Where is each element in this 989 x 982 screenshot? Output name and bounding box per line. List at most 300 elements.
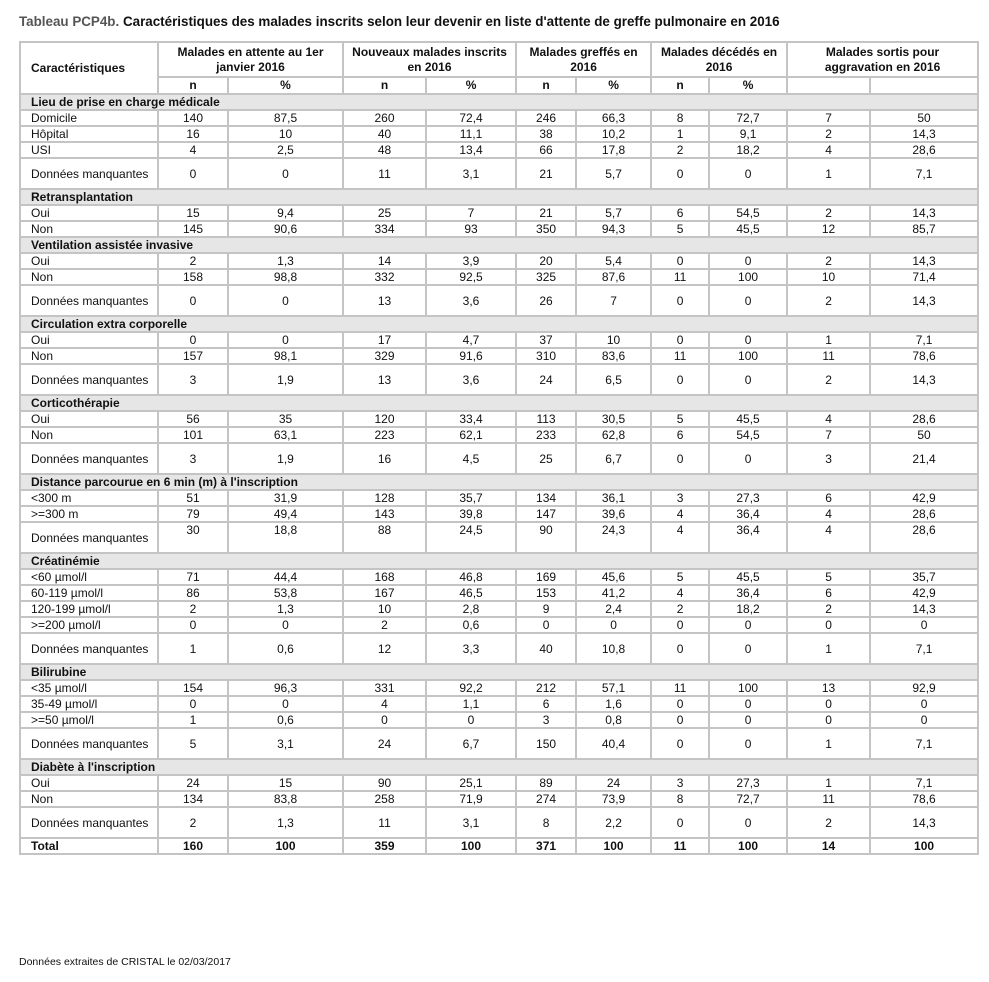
- section-header-row: [20, 316, 978, 332]
- row-label: Données manquantes: [20, 728, 158, 759]
- table-cell: 0: [158, 696, 228, 712]
- table-cell: 72,4: [426, 110, 516, 126]
- section-header-row: [20, 237, 978, 253]
- table-cell: 98,1: [228, 348, 343, 364]
- section-header-row: [20, 474, 978, 490]
- table-cell: 5,4: [576, 253, 651, 269]
- table-cell: 6: [651, 427, 709, 443]
- table-cell: 17: [343, 332, 426, 348]
- table-cell: 2,4: [576, 601, 651, 617]
- row-label: >=50 µmol/l: [20, 712, 158, 728]
- table-cell: 42,9: [870, 585, 978, 601]
- table-cell: 0: [709, 617, 787, 633]
- table-cell: 62,8: [576, 427, 651, 443]
- table-cell: 13,4: [426, 142, 516, 158]
- table-cell: 87,6: [576, 269, 651, 285]
- table-row: [20, 585, 978, 601]
- table-cell: 1: [787, 158, 870, 189]
- table-cell: 27,3: [709, 775, 787, 791]
- table-cell: 45,5: [709, 411, 787, 427]
- row-label: Non: [20, 269, 158, 285]
- table-cell: 2: [158, 253, 228, 269]
- table-cell: 31,9: [228, 490, 343, 506]
- table-row: [20, 569, 978, 585]
- table-row: [20, 791, 978, 807]
- table-cell: 15: [228, 775, 343, 791]
- table-cell: 18,2: [709, 601, 787, 617]
- table-cell: 14: [343, 253, 426, 269]
- table-cell: 0,6: [228, 712, 343, 728]
- table-cell: 0: [709, 285, 787, 316]
- row-label: 120-199 µmol/l: [20, 601, 158, 617]
- table-cell: 4: [343, 696, 426, 712]
- table-cell: 14,3: [870, 126, 978, 142]
- table-cell: 3: [787, 443, 870, 474]
- table-cell: 28,6: [870, 411, 978, 427]
- table-cell: 350: [516, 221, 576, 237]
- total-cell: 14: [787, 838, 870, 854]
- table-cell: 169: [516, 569, 576, 585]
- table-cell: 3: [516, 712, 576, 728]
- table-cell: 27,3: [709, 490, 787, 506]
- table-cell: 72,7: [709, 791, 787, 807]
- section-title: Créatinémie: [20, 553, 978, 569]
- table-cell: 4: [651, 506, 709, 522]
- table-row: [20, 253, 978, 269]
- table-cell: 94,3: [576, 221, 651, 237]
- table-row: [20, 158, 978, 189]
- table-cell: 0: [709, 443, 787, 474]
- table-cell: 100: [709, 348, 787, 364]
- table-cell: 0: [709, 807, 787, 838]
- table-cell: 5: [651, 569, 709, 585]
- table-cell: 167: [343, 585, 426, 601]
- table-cell: 7,1: [870, 332, 978, 348]
- table-cell: 90: [343, 775, 426, 791]
- total-cell: 100: [228, 838, 343, 854]
- table-cell: 329: [343, 348, 426, 364]
- row-label: Données manquantes: [20, 158, 158, 189]
- table-cell: 0: [651, 332, 709, 348]
- table-cell: 35,7: [870, 569, 978, 585]
- header-characteristics: Caractéristiques: [20, 42, 158, 94]
- table-cell: 310: [516, 348, 576, 364]
- table-cell: 36,1: [576, 490, 651, 506]
- table-cell: 12: [787, 221, 870, 237]
- table-cell: 1,1: [426, 696, 516, 712]
- section-title: Distance parcourue en 6 min (m) à l'inscription: [20, 474, 978, 490]
- table-cell: 92,9: [870, 680, 978, 696]
- table-cell: 2: [787, 807, 870, 838]
- table-cell: 25: [516, 443, 576, 474]
- table-cell: 6,7: [426, 728, 516, 759]
- table-cell: 134: [158, 791, 228, 807]
- table-row: [20, 775, 978, 791]
- table-row: [20, 490, 978, 506]
- table-cell: 0: [516, 617, 576, 633]
- table-cell: 3,1: [426, 158, 516, 189]
- table-row: [20, 142, 978, 158]
- section-title: Corticothérapie: [20, 395, 978, 411]
- data-table: [19, 41, 979, 855]
- table-cell: 25: [343, 205, 426, 221]
- row-label: <60 µmol/l: [20, 569, 158, 585]
- table-cell: 4: [787, 142, 870, 158]
- table-cell: 5: [651, 221, 709, 237]
- table-cell: 1: [787, 633, 870, 664]
- table-row: [20, 110, 978, 126]
- table-cell: 66: [516, 142, 576, 158]
- table-cell: 0: [651, 253, 709, 269]
- table-caption: Caractéristiques des malades inscrits selon leur devenir en liste d'attente de greffe pulmonaire en 2016: [122, 14, 780, 29]
- table-cell: 92,5: [426, 269, 516, 285]
- table-cell: 12: [343, 633, 426, 664]
- table-cell: 88: [343, 522, 426, 553]
- table-cell: 90: [516, 522, 576, 553]
- table-cell: 14,3: [870, 601, 978, 617]
- section-header-row: [20, 395, 978, 411]
- table-cell: 150: [516, 728, 576, 759]
- table-cell: 100: [709, 269, 787, 285]
- table-row: [20, 348, 978, 364]
- row-label: <35 µmol/l: [20, 680, 158, 696]
- table-cell: 5: [158, 728, 228, 759]
- table-cell: 54,5: [709, 427, 787, 443]
- table-cell: 36,4: [709, 522, 787, 553]
- table-cell: 1: [158, 633, 228, 664]
- table-cell: 14,3: [870, 285, 978, 316]
- table-cell: 0: [158, 285, 228, 316]
- table-cell: 1: [787, 332, 870, 348]
- table-cell: 0: [787, 712, 870, 728]
- table-cell: 0: [709, 253, 787, 269]
- table-row: [20, 696, 978, 712]
- table-cell: 21: [516, 158, 576, 189]
- table-cell: 0,8: [576, 712, 651, 728]
- table-row: [20, 285, 978, 316]
- table-cell: 233: [516, 427, 576, 443]
- section-header-row: [20, 553, 978, 569]
- subheader-n: n: [343, 77, 426, 94]
- section-header-row: [20, 759, 978, 775]
- row-label: Oui: [20, 775, 158, 791]
- table-row: [20, 712, 978, 728]
- table-cell: 13: [787, 680, 870, 696]
- table-cell: 7,1: [870, 728, 978, 759]
- table-row: [20, 364, 978, 395]
- table-cell: 0,6: [426, 617, 516, 633]
- table-cell: 62,1: [426, 427, 516, 443]
- table-cell: 0: [651, 158, 709, 189]
- table-cell: 21: [516, 205, 576, 221]
- table-cell: 2,5: [228, 142, 343, 158]
- table-cell: 2: [651, 601, 709, 617]
- table-cell: 4,7: [426, 332, 516, 348]
- table-cell: 7: [426, 205, 516, 221]
- table-cell: 0: [787, 696, 870, 712]
- table-row: [20, 617, 978, 633]
- table-cell: 40: [516, 633, 576, 664]
- table-cell: 1: [787, 775, 870, 791]
- table-cell: 73,9: [576, 791, 651, 807]
- row-label: USI: [20, 142, 158, 158]
- table-row: [20, 332, 978, 348]
- table-cell: 53,8: [228, 585, 343, 601]
- table-cell: 147: [516, 506, 576, 522]
- table-cell: 157: [158, 348, 228, 364]
- table-cell: 25,1: [426, 775, 516, 791]
- table-cell: 11: [651, 348, 709, 364]
- table-cell: 44,4: [228, 569, 343, 585]
- table-cell: 0: [343, 712, 426, 728]
- table-cell: 101: [158, 427, 228, 443]
- table-cell: 325: [516, 269, 576, 285]
- table-cell: 38: [516, 126, 576, 142]
- table-cell: 6: [651, 205, 709, 221]
- table-cell: 3: [651, 775, 709, 791]
- table-cell: 6,5: [576, 364, 651, 395]
- total-label: Total: [20, 838, 158, 854]
- table-row: [20, 221, 978, 237]
- table-cell: 0: [158, 332, 228, 348]
- table-cell: 7,1: [870, 775, 978, 791]
- total-cell: 359: [343, 838, 426, 854]
- table-cell: 39,8: [426, 506, 516, 522]
- table-cell: 45,5: [709, 569, 787, 585]
- row-label: Données manquantes: [20, 285, 158, 316]
- table-cell: 13: [343, 364, 426, 395]
- table-cell: 1,9: [228, 364, 343, 395]
- table-cell: 158: [158, 269, 228, 285]
- table-cell: 6,7: [576, 443, 651, 474]
- section-title: Diabète à l'inscription: [20, 759, 978, 775]
- table-cell: 0: [709, 332, 787, 348]
- table-cell: 1: [651, 126, 709, 142]
- total-cell: 11: [651, 838, 709, 854]
- table-cell: 14,3: [870, 205, 978, 221]
- section-title: Lieu de prise en charge médicale: [20, 94, 978, 110]
- table-cell: 120: [343, 411, 426, 427]
- table-cell: 24: [158, 775, 228, 791]
- table-cell: 0: [651, 807, 709, 838]
- row-label: Données manquantes: [20, 633, 158, 664]
- table-cell: 274: [516, 791, 576, 807]
- table-cell: 71,4: [870, 269, 978, 285]
- table-cell: 54,5: [709, 205, 787, 221]
- row-label: Non: [20, 221, 158, 237]
- table-cell: 8: [516, 807, 576, 838]
- table-cell: 98,8: [228, 269, 343, 285]
- table-cell: 3,6: [426, 364, 516, 395]
- table-cell: 1: [787, 728, 870, 759]
- table-cell: 30: [158, 522, 228, 553]
- table-cell: 10: [343, 601, 426, 617]
- total-cell: 371: [516, 838, 576, 854]
- table-cell: 14,3: [870, 253, 978, 269]
- row-label: Oui: [20, 253, 158, 269]
- table-cell: 89: [516, 775, 576, 791]
- table-cell: 2: [651, 142, 709, 158]
- subheader-n: [787, 77, 870, 94]
- table-cell: 0: [651, 443, 709, 474]
- table-cell: 0: [709, 364, 787, 395]
- table-cell: 96,3: [228, 680, 343, 696]
- table-cell: 0: [158, 158, 228, 189]
- table-cell: 86: [158, 585, 228, 601]
- table-row: [20, 807, 978, 838]
- table-cell: 3: [158, 364, 228, 395]
- table-cell: 56: [158, 411, 228, 427]
- row-label: Oui: [20, 205, 158, 221]
- table-row: [20, 443, 978, 474]
- table-cell: 145: [158, 221, 228, 237]
- table-cell: 79: [158, 506, 228, 522]
- table-cell: 5,7: [576, 205, 651, 221]
- table-cell: 90,6: [228, 221, 343, 237]
- table-cell: 57,1: [576, 680, 651, 696]
- table-cell: 7: [787, 110, 870, 126]
- table-cell: 331: [343, 680, 426, 696]
- table-cell: 49,4: [228, 506, 343, 522]
- table-cell: 14,3: [870, 807, 978, 838]
- table-cell: 0: [228, 332, 343, 348]
- table-cell: 46,5: [426, 585, 516, 601]
- table-cell: 0: [709, 158, 787, 189]
- table-cell: 0: [709, 728, 787, 759]
- table-cell: 128: [343, 490, 426, 506]
- table-cell: 26: [516, 285, 576, 316]
- table-cell: 33,4: [426, 411, 516, 427]
- table-cell: 71: [158, 569, 228, 585]
- table-cell: 0: [651, 728, 709, 759]
- table-cell: 40,4: [576, 728, 651, 759]
- table-cell: 258: [343, 791, 426, 807]
- table-cell: 0: [709, 712, 787, 728]
- table-cell: 9,1: [709, 126, 787, 142]
- table-cell: 5: [651, 411, 709, 427]
- table-cell: 246: [516, 110, 576, 126]
- table-cell: 3,9: [426, 253, 516, 269]
- table-cell: 28,6: [870, 522, 978, 553]
- table-cell: 87,5: [228, 110, 343, 126]
- table-cell: 1,3: [228, 253, 343, 269]
- table-cell: 0: [426, 712, 516, 728]
- table-cell: 15: [158, 205, 228, 221]
- table-cell: 2: [343, 617, 426, 633]
- table-cell: 51: [158, 490, 228, 506]
- table-cell: 0: [651, 633, 709, 664]
- source-note: Données extraites de CRISTAL le 02/03/2017: [19, 956, 231, 968]
- table-cell: 45,5: [709, 221, 787, 237]
- table-cell: 5,7: [576, 158, 651, 189]
- table-cell: 11: [651, 269, 709, 285]
- header-removed-worsening: Malades sortis pour aggravation en 2016: [787, 42, 978, 77]
- subheader-pct: %: [709, 77, 787, 94]
- total-cell: 100: [426, 838, 516, 854]
- table-cell: 36,4: [709, 585, 787, 601]
- table-row: [20, 728, 978, 759]
- subheader-n: n: [158, 77, 228, 94]
- row-label: Données manquantes: [20, 364, 158, 395]
- table-cell: 3,1: [426, 807, 516, 838]
- table-cell: 7: [576, 285, 651, 316]
- table-cell: 0,6: [228, 633, 343, 664]
- table-cell: 28,6: [870, 142, 978, 158]
- table-cell: 4: [158, 142, 228, 158]
- table-cell: 35: [228, 411, 343, 427]
- table-cell: 9: [516, 601, 576, 617]
- table-cell: 45,6: [576, 569, 651, 585]
- subheader-pct: %: [228, 77, 343, 94]
- table-cell: 7: [787, 427, 870, 443]
- table-cell: 48: [343, 142, 426, 158]
- table-cell: 2: [787, 364, 870, 395]
- table-cell: 8: [651, 791, 709, 807]
- table-cell: 2: [787, 205, 870, 221]
- table-row: [20, 601, 978, 617]
- table-body: [20, 94, 978, 838]
- header-deceased: Malades décédés en 2016: [651, 42, 787, 77]
- row-label: 35-49 µmol/l: [20, 696, 158, 712]
- table-cell: 1,6: [576, 696, 651, 712]
- table-cell: 0: [870, 617, 978, 633]
- table-cell: 2: [787, 285, 870, 316]
- row-label: Domicile: [20, 110, 158, 126]
- table-cell: 7,1: [870, 158, 978, 189]
- table-cell: 0: [158, 617, 228, 633]
- row-label: 60-119 µmol/l: [20, 585, 158, 601]
- table-cell: 3,1: [228, 728, 343, 759]
- row-label: Données manquantes: [20, 443, 158, 474]
- table-cell: 6: [516, 696, 576, 712]
- table-cell: 35,7: [426, 490, 516, 506]
- table-row: [20, 522, 978, 553]
- table-cell: 8: [651, 110, 709, 126]
- table-cell: 113: [516, 411, 576, 427]
- table-cell: 36,4: [709, 506, 787, 522]
- row-label: Non: [20, 791, 158, 807]
- table-cell: 9,4: [228, 205, 343, 221]
- table-row: [20, 633, 978, 664]
- table-cell: 2: [158, 807, 228, 838]
- table-row: [20, 411, 978, 427]
- table-cell: 16: [158, 126, 228, 142]
- table-cell: 41,2: [576, 585, 651, 601]
- table-cell: 24,5: [426, 522, 516, 553]
- table-cell: 78,6: [870, 791, 978, 807]
- table-cell: 37: [516, 332, 576, 348]
- section-title: Circulation extra corporelle: [20, 316, 978, 332]
- row-label: Oui: [20, 411, 158, 427]
- table-cell: 0: [228, 696, 343, 712]
- table-cell: 260: [343, 110, 426, 126]
- table-cell: 13: [343, 285, 426, 316]
- section-title: Bilirubine: [20, 664, 978, 680]
- table-cell: 3: [158, 443, 228, 474]
- table-row: [20, 427, 978, 443]
- total-cell: 100: [870, 838, 978, 854]
- subheader-pct: %: [576, 77, 651, 94]
- table-cell: 153: [516, 585, 576, 601]
- table-cell: 7,1: [870, 633, 978, 664]
- row-label: Oui: [20, 332, 158, 348]
- table-cell: 24: [343, 728, 426, 759]
- table-cell: 2: [787, 601, 870, 617]
- table-cell: 3: [651, 490, 709, 506]
- table-cell: 6: [787, 490, 870, 506]
- subheader-n: n: [651, 77, 709, 94]
- total-row: [20, 838, 978, 854]
